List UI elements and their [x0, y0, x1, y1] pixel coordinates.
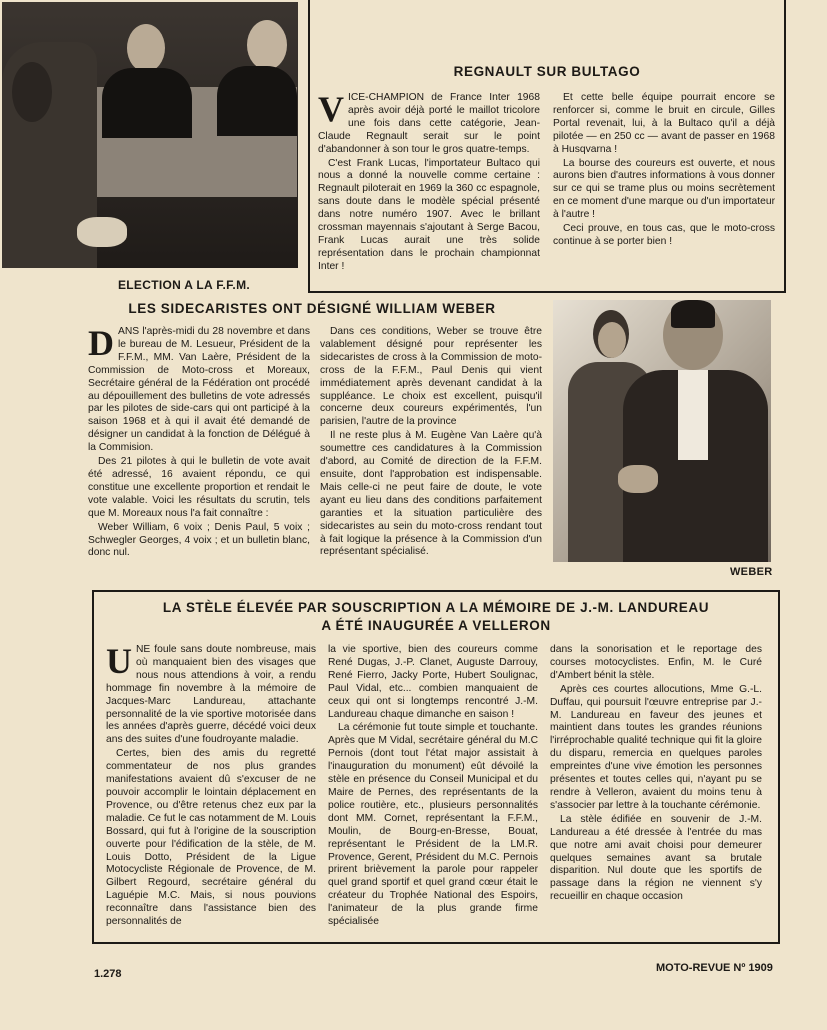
- election-photo-caption: ELECTION A LA F.F.M.: [118, 278, 250, 292]
- article-column-2: [553, 92, 775, 250]
- weber-photo-caption: WEBER: [730, 566, 773, 578]
- article-regnault: [308, 0, 786, 293]
- dropcap: D: [88, 323, 114, 363]
- dropcap: V: [318, 89, 344, 129]
- sidecar-column-1: [88, 323, 310, 561]
- paragraph: Il ne reste plus à M. Eugène Van Laère qu'à soumettre ces candidatures à la Commission d'abord, au Comité de direction de la F.F.M. ensuite, dont l'approbation est indispensable. Mais celle-ci ne peut faire de doute, le vote ayant eu lieu dans des conditions parfaitement garanties et la situation particulière des sidecaristes au sein du moto-cross rendant tout à fait logique la présence à la Commission d'un représentant spécialisé.: [320, 430, 542, 558]
- paragraph: Des 21 pilotes à qui le bulletin de vote avait été adressé, 16 avaient répondu, ce qui constitue une excellente proportion et rendait le vote valable. Voici les résultats du scrutin, tels que M. Moreaux nous l'a fait connaître :: [88, 456, 310, 519]
- magazine-issue: MOTO-REVUE Nº 1909: [656, 962, 773, 974]
- paragraph: Ceci prouve, en tous cas, que le moto-cross continue à se porter bien !: [553, 223, 775, 247]
- paragraph: Dans ces conditions, Weber se trouve être valablement désigné pour représenter les sidecaristes de cross à la Commission de moto-cross de la F.F.M., Paul Denis qui vient immédiatement après devenant candidat à la suppléance. Le choix est excellent, puisqu'il concerne deux coureurs expérimentés, l'un parisien, l'autre de la province: [320, 326, 542, 428]
- article-column-1: [318, 89, 540, 275]
- paragraph: Certes, bien des amis du regretté commentateur de nos plus grandes manifestations avaient dû s'excuser de ne pouvoir accomplir le lointain déplacement en Provence, ou d'être retenus chez eux par la maladie. Ce fut le cas notamment de M. Louis Bossard, qui fut à l'origine de la souscription ouverte pour l'édification de la stèle, de M. Louis Dotto, Président de la Ligue Motocycliste Régionale de Provence, de M. Gilbert Regourd, secrétaire général du Laguépie M.C. Mais, si nous pouvions reconnaître dans l'assistance bien des personnalités de: [106, 748, 316, 928]
- weber-photo: [553, 300, 771, 562]
- article-landureau: [92, 590, 780, 944]
- paragraph: Et cette belle équipe pourrait encore se renforcer si, comme le bruit en circule, Gilles Portal revenait, lui, à la Bultaco qu'il a déjà pilotée — en 250 cc — avant de passer en 1968 à Husqvarna !: [553, 92, 775, 155]
- landureau-column-2: [328, 644, 538, 930]
- sidecar-article-title: LES SIDECARISTES ONT DÉSIGNÉ WILLIAM WEBER: [128, 301, 496, 316]
- paragraph: La bourse des coureurs est ouverte, et nous aurons bien d'autres informations à vous donner sur ce qui se trame plus ou moins secrètement en ce moment d'une marque ou d'un importateur à l'autre !: [553, 157, 776, 221]
- sidecar-column-2: [320, 326, 542, 560]
- paragraph: NE foule sans doute nombreuse, mais où manquaient bien des visages que nous nous attendions à voir, a rendu hommage fin novembre à la mémoire de Jacques-Marc Landureau, attachante personnalité de la vie sportive motorisée dans les années d'après guerre, décédé voici deux ans des suites d'une foudroyante maladie.: [106, 644, 316, 746]
- paragraph: la vie sportive, bien des coureurs comme René Dugas, J.-P. Clanet, Auguste Darrouy, René Fierro, Jacky Porte, Hubert Soulignac, Paul Vidal, etc... combien manquaient de ceux qui ont si longtemps rencontré J.-M. Landureau chaque dimanche en saison !: [328, 644, 538, 720]
- dropcap: U: [106, 641, 132, 681]
- paragraph: dans la sonorisation et le reportage des courses motocyclistes. Enfin, M. le Curé d'Ambert bénit la stèle.: [550, 644, 762, 681]
- landureau-column-1: [106, 641, 316, 930]
- paragraph: La stèle édifiée en souvenir de J.-M. Landureau a été dressée à l'entrée du mas que notre ami avait choisi pour demeurer quelques semaines avant sa brutale disparition. Nul doute que les sportifs de passage dans la région ne viennent s'y recueillir en chaque occasion: [550, 813, 762, 903]
- paragraph: Weber William, 6 voix ; Denis Paul, 5 voix ; Schwegler Georges, 4 voix ; et un bulletin blanc, donc nul.: [88, 521, 310, 559]
- landureau-title-line-2: A ÉTÉ INAUGURÉE A VELLERON: [321, 618, 551, 633]
- page-number: 1.278: [94, 968, 122, 980]
- paragraph: ANS l'après-midi du 28 novembre et dans le bureau de M. Lesueur, Président de la F.F.M., MM. Van Laère, Président de la Commission de Moto-cross et Moreaux, Secrétaire général de la Fédération ont procédé au dépouillement des bulletins de vote adressés par les pilotes de side-cars qui ont participé à la saison 1968 et à qui il avait été demandé de désigner un candidat à la fonction de Délégué à la Commision.: [88, 326, 310, 454]
- paragraph: ICE-CHAMPION de France Inter 1968 après avoir déjà porté le maillot tricolore une fois dans cette catégorie, Jean-Claude Regnault serait sur le point d'abandonner à son tour le gros quatre-temps.: [318, 92, 540, 155]
- election-photo: [2, 2, 298, 268]
- paragraph: C'est Frank Lucas, l'importateur Bultaco qui nous a donné la nouvelle comme certaine : Regnault piloterait en 1969 la 360 cc espagnole, sans doute dans le modèle spécial présenté dans notre numéro 1907. Avec le brillant crossman mayennais s'ajoutant à Serge Bacou, Frank Lucas aurait une très solide représentation dans le prochain championnat Inter !: [318, 157, 540, 272]
- paragraph: Après ces courtes allocutions, Mme G.-L. Duffau, qui poursuit l'œuvre entreprise par J.-M. Landureau en faveur des jeunes et maintient dans toutes les grandes réunions l'irréprochable qualité technique qui fit la gloire du disparu, remercia en quelques paroles empreintes d'une vive émotion les personnes présentes et toutes celles qui, n'ayant pu se rendre à Velleron, avaient du moins tenu à s'associer par lettre à la touchante cérémonie.: [550, 683, 762, 811]
- landureau-title-line-1: LA STÈLE ÉLEVÉE PAR SOUSCRIPTION A LA MÉMOIRE DE J.-M. LANDUREAU: [162, 600, 710, 615]
- landureau-column-3: [550, 644, 762, 905]
- article-title: REGNAULT SUR BULTAGO: [453, 64, 641, 79]
- paragraph: La cérémonie fut toute simple et touchante. Après que M Vidal, secrétaire général du M.C Pernois (dont tout l'état major assistait à l'inauguration du monument) eût dévoilé la stèle en présence du Conseil Municipal et du Maire de Pernes, des représentants de la police routière, etc., plusieurs personnalités dont MM. Cornet, représentant la F.F.M., Moulin, de Bourg-en-Bresse, Bouat, représentant le Président de la LM.R. Provence, Gerent, Président du M.C. Pernois prirent brièvement la parole pour rappeler quel grand sportif et quel grand cœur était le créateur du Trophée National des Espoirs, l'animateur de la plus grande firme spécialisée: [328, 722, 538, 928]
